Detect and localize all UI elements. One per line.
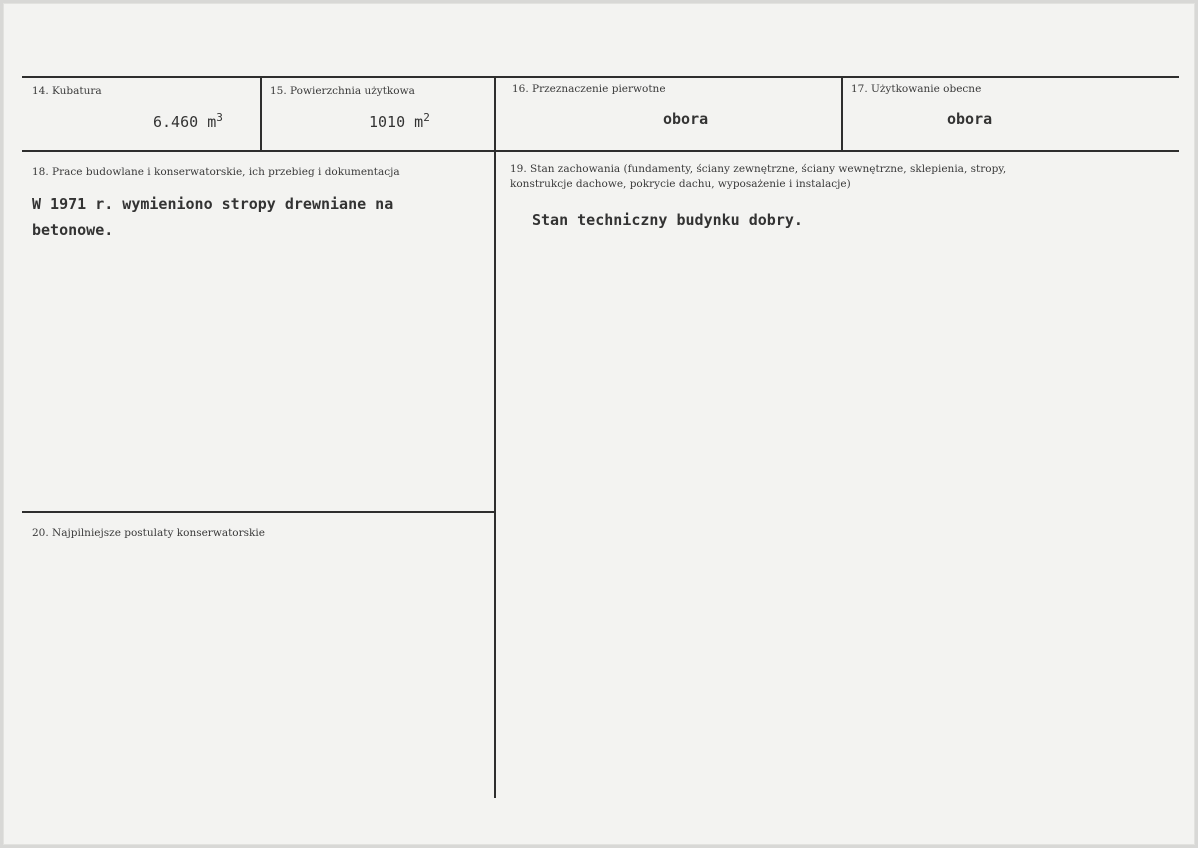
field-19-label-line-2: konstrukcje dachowe, pokrycie dachu, wyposażenie i instalacje) bbox=[510, 178, 851, 190]
field-15-label: 15. Powierzchnia użytkowa bbox=[270, 85, 415, 97]
divider-16-17 bbox=[841, 76, 843, 152]
field-14-label: 14. Kubatura bbox=[32, 85, 102, 97]
field-17-label: 17. Użytkowanie obecne bbox=[851, 83, 982, 95]
field-16-label: 16. Przeznaczenie pierwotne bbox=[512, 83, 666, 95]
top-row-bottom-rule bbox=[22, 150, 1179, 152]
field-19-label-line-1: 19. Stan zachowania (fundamenty, ściany zewnętrzne, ściany wewnętrzne, sklepienia, stropy, bbox=[510, 163, 1007, 175]
record-card bbox=[3, 3, 1195, 845]
field-15-value bbox=[369, 105, 430, 135]
field-15-unit: $m^2$ bbox=[414, 111, 430, 131]
top-row-top-rule bbox=[22, 76, 1179, 78]
field-18-line-1: W 1971 r. wymieniono stropy drewniane na bbox=[32, 195, 394, 213]
field-20-label: 20. Najpilniejsze postulaty konserwatorskie bbox=[32, 527, 265, 539]
field-18-label: 18. Prace budowlane i konserwatorskie, ich przebieg i dokumentacja bbox=[32, 166, 400, 178]
divider-15-16 bbox=[494, 76, 496, 152]
field-16-value: obora bbox=[663, 110, 709, 128]
section-18-bottom-rule bbox=[22, 511, 495, 513]
field-14-number: 6.460 bbox=[153, 113, 199, 131]
main-column-divider bbox=[494, 150, 496, 798]
field-18-line-2: betonowe. bbox=[32, 221, 114, 239]
field-14-unit: $m^3$ bbox=[207, 111, 223, 131]
field-17-value: obora bbox=[947, 110, 993, 128]
divider-14-15 bbox=[260, 76, 262, 152]
field-19-value: Stan techniczny budynku dobry. bbox=[532, 211, 803, 229]
field-15-number: 1010 bbox=[369, 113, 406, 131]
field-14-value bbox=[153, 105, 223, 135]
